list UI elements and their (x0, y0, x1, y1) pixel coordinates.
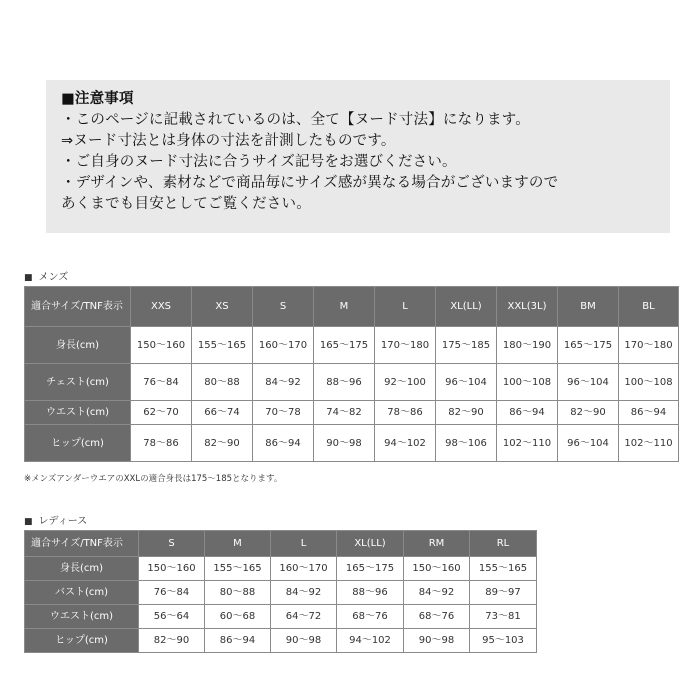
mens-row-label: チェスト(cm) (25, 364, 131, 401)
mens-size-header: S (253, 287, 314, 327)
ladies-header-row (25, 531, 537, 557)
table-cell: 74～82 (314, 401, 375, 425)
mens-size-header: XS (192, 287, 253, 327)
mens-size-header: XXS (131, 287, 192, 327)
mens-size-table (24, 286, 679, 462)
table-cell: 96～104 (436, 364, 497, 401)
table-cell: 102～110 (497, 425, 558, 462)
mens-size-header: BM (558, 287, 619, 327)
table-cell: 88～96 (314, 364, 375, 401)
table-cell: 73～81 (470, 605, 537, 629)
ladies-row-label: 身長(cm) (25, 557, 139, 581)
table-cell: 60～68 (205, 605, 271, 629)
mens-corner-label: 適合サイズ/TNF表示 (25, 287, 131, 327)
table-cell: 68～76 (404, 605, 470, 629)
ladies-row-label: ウエスト(cm) (25, 605, 139, 629)
notice-line-2: ⇒ヌード寸法とは身体の寸法を計測したものです。 (61, 133, 396, 149)
square-bullet-icon: ■ (24, 517, 33, 527)
ladies-corner-label: 適合サイズ/TNF表示 (25, 531, 139, 557)
table-cell: 102～110 (619, 425, 679, 462)
table-cell: 92～100 (375, 364, 436, 401)
notice-line-1: ・このページに記載されているのは、全て【ヌード寸法】になります。 (61, 112, 530, 128)
table-cell: 86～94 (497, 401, 558, 425)
table-row (25, 557, 537, 581)
table-row (25, 581, 537, 605)
notice-title: ■注意事項 (61, 91, 134, 107)
table-cell: 82～90 (436, 401, 497, 425)
table-cell: 170～180 (375, 327, 436, 364)
table-cell: 165～175 (558, 327, 619, 364)
table-cell: 150～160 (404, 557, 470, 581)
table-cell: 155～165 (192, 327, 253, 364)
ladies-size-header: RM (404, 531, 470, 557)
notice-line-4: ・デザインや、素材などで商品毎にサイズ感が異なる場合がございますので (61, 175, 559, 191)
table-cell: 90～98 (404, 629, 470, 653)
table-cell: 98～106 (436, 425, 497, 462)
table-cell: 100～108 (619, 364, 679, 401)
table-cell: 160～170 (271, 557, 337, 581)
table-cell: 95～103 (470, 629, 537, 653)
ladies-row-label: バスト(cm) (25, 581, 139, 605)
table-cell: 78～86 (131, 425, 192, 462)
mens-footnote: ※メンズアンダーウエアのXXLの適合身長は175～185となります。 (24, 474, 283, 484)
table-cell: 86～94 (619, 401, 679, 425)
table-cell: 84～92 (271, 581, 337, 605)
mens-size-header: L (375, 287, 436, 327)
table-row (25, 401, 679, 425)
table-cell: 160～170 (253, 327, 314, 364)
table-cell: 56～64 (139, 605, 205, 629)
table-cell: 76～84 (131, 364, 192, 401)
table-cell: 96～104 (558, 425, 619, 462)
table-cell: 100～108 (497, 364, 558, 401)
table-row (25, 605, 537, 629)
table-cell: 170～180 (619, 327, 679, 364)
ladies-section-label: ■ レディース (24, 516, 88, 527)
table-cell: 155～165 (205, 557, 271, 581)
table-cell: 96～104 (558, 364, 619, 401)
table-row (25, 425, 679, 462)
ladies-row-label: ヒップ(cm) (25, 629, 139, 653)
table-cell: 64～72 (271, 605, 337, 629)
table-cell: 150～160 (139, 557, 205, 581)
table-cell: 94～102 (337, 629, 404, 653)
table-cell: 84～92 (253, 364, 314, 401)
table-cell: 94～102 (375, 425, 436, 462)
table-row (25, 629, 537, 653)
table-cell: 165～175 (314, 327, 375, 364)
table-cell: 150～160 (131, 327, 192, 364)
mens-row-label: ヒップ(cm) (25, 425, 131, 462)
square-bullet-icon: ■ (24, 273, 33, 283)
ladies-size-header: M (205, 531, 271, 557)
table-cell: 175～185 (436, 327, 497, 364)
ladies-size-header: L (271, 531, 337, 557)
table-cell: 62～70 (131, 401, 192, 425)
table-cell: 165～175 (337, 557, 404, 581)
table-cell: 155～165 (470, 557, 537, 581)
table-row (25, 364, 679, 401)
table-row (25, 327, 679, 364)
notice-line-5: あくまでも目安としてご覧ください。 (61, 196, 311, 212)
table-cell: 89～97 (470, 581, 537, 605)
table-cell: 70～78 (253, 401, 314, 425)
mens-section-label: ■ メンズ (24, 272, 69, 283)
table-cell: 88～96 (337, 581, 404, 605)
table-cell: 86～94 (253, 425, 314, 462)
table-cell: 90～98 (314, 425, 375, 462)
table-cell: 84～92 (404, 581, 470, 605)
ladies-size-table (24, 530, 537, 653)
mens-size-header: XL(LL) (436, 287, 497, 327)
ladies-size-header: S (139, 531, 205, 557)
table-cell: 76～84 (139, 581, 205, 605)
table-cell: 82～90 (558, 401, 619, 425)
mens-header-row (25, 287, 679, 327)
ladies-size-header: XL(LL) (337, 531, 404, 557)
notice-line-3: ・ご自身のヌード寸法に合うサイズ記号をお選びください。 (61, 154, 457, 170)
table-cell: 66～74 (192, 401, 253, 425)
ladies-size-header: RL (470, 531, 537, 557)
mens-row-label: 身長(cm) (25, 327, 131, 364)
table-cell: 82～90 (139, 629, 205, 653)
mens-size-header: BL (619, 287, 679, 327)
mens-row-label: ウエスト(cm) (25, 401, 131, 425)
table-cell: 78～86 (375, 401, 436, 425)
table-cell: 86～94 (205, 629, 271, 653)
notice-box (46, 80, 670, 233)
table-cell: 180～190 (497, 327, 558, 364)
table-cell: 68～76 (337, 605, 404, 629)
table-cell: 82～90 (192, 425, 253, 462)
mens-size-header: XXL(3L) (497, 287, 558, 327)
table-cell: 80～88 (205, 581, 271, 605)
mens-size-header: M (314, 287, 375, 327)
table-cell: 80～88 (192, 364, 253, 401)
table-cell: 90～98 (271, 629, 337, 653)
